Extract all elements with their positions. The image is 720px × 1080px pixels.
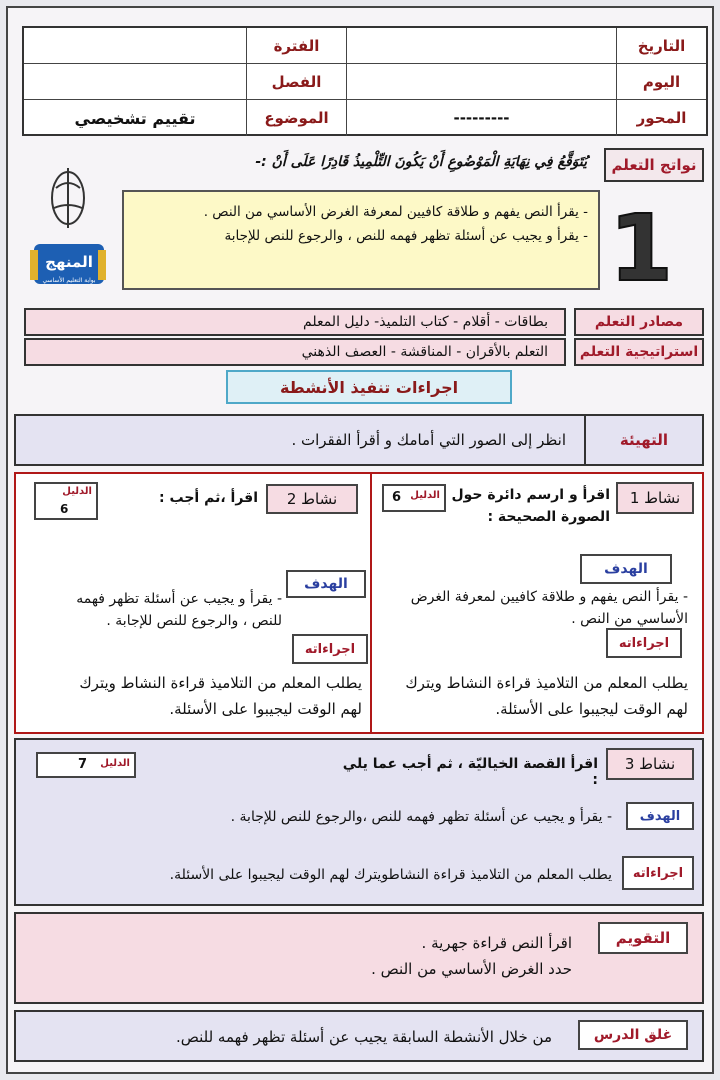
period-value[interactable] (24, 28, 246, 64)
activity3-proc-text: يطلب المعلم من التلاميذ قراءة النشاطويترك لهم الوقت ليجيبوا على الأسئلة. (169, 867, 612, 883)
activity1-proc-text: يطلب المعلم من التلاميذ قراءة النشاط ويترك لهم الوقت ليجيبوا على الأسئلة. (405, 674, 688, 718)
activity2-guide (34, 482, 98, 520)
activity1-proc-label: اجراءاته (606, 628, 682, 658)
outcome-item-2: - يقرأ و يجيب عن أسئلة تظهر فهمه للنص ، والرجوع للنص للإجابة (224, 228, 588, 244)
activity2-guide-label: الدليل (62, 486, 92, 497)
activity3 (14, 738, 704, 906)
lesson-number: 1 (609, 194, 674, 302)
closing-value: من خلال الأنشطة السابقة يجيب عن أسئلة تظهر فهمه للنص. (175, 1028, 552, 1046)
activity2-badge: نشاط 2 (266, 484, 358, 514)
activity3-guide-number: 7 (78, 757, 88, 772)
evaluation-row (14, 912, 704, 1004)
activity3-guide (36, 752, 136, 778)
outcomes-box (122, 190, 600, 290)
sources-value: بطاقات - أقلام - كتاب التلميذ- دليل المعلم (24, 308, 566, 336)
evaluation-label: التقويم (598, 922, 688, 954)
class-label: الفصل (246, 64, 346, 100)
closing-row (14, 1010, 704, 1062)
day-label: اليوم (616, 64, 706, 100)
topic-value: تقييم تشخيصي (74, 108, 196, 128)
activity3-goal-label: الهدف (626, 802, 694, 830)
outcome-item-1: - يقرأ النص يفهم و طلاقة كافيين لمعرفة الغرض الأساسي من النص . (203, 204, 588, 220)
period-label: الفترة (246, 28, 346, 64)
divider (370, 474, 372, 732)
axis-value: --------- (346, 100, 616, 136)
activity3-proc-label: اجراءاته (622, 856, 694, 890)
activity3-title: اقرأ القصة الخياليّة ، ثم أجب عما يلي : (342, 756, 598, 788)
activity3-badge: نشاط 3 (606, 748, 694, 780)
activity2-goal-text: - يقرأ و يجيب عن أسئلة تظهر فهمه للنص ، والرجوع للنص للإجابة . (76, 591, 282, 629)
axis-label: المحور (616, 100, 706, 136)
warmup-row (14, 414, 704, 466)
date-label: التاريخ (616, 28, 706, 64)
warmup-label: التهيئة (584, 416, 702, 464)
logo-text: المنهج (45, 253, 93, 271)
date-value[interactable] (346, 28, 616, 64)
topic-label: الموضوع (246, 100, 346, 136)
activity1-goal-label: الهدف (580, 554, 672, 584)
logo-subtext: بوابة التعليم الأساسي (42, 276, 96, 284)
day-value[interactable] (346, 64, 616, 100)
header-table (22, 26, 708, 136)
activity1-badge: نشاط 1 (616, 482, 694, 514)
activity1-goal-text: - يقرأ النص يفهم و طلاقة كافيين لمعرفة الغرض الأساسي من النص . (410, 589, 688, 627)
activity3-guide-label: الدليل (100, 758, 130, 769)
outcomes-label: نواتج التعلم (604, 148, 704, 182)
evaluation-item-1: اقرأ النص قراءة جهرية . (421, 934, 572, 952)
activity2-goal-label: الهدف (286, 570, 366, 598)
activities-1-2 (14, 472, 704, 734)
lesson-plan-page (6, 6, 714, 1074)
activity1-guide (382, 484, 446, 512)
strategy-label: استراتيجية التعلم (574, 338, 704, 366)
logo (28, 158, 108, 298)
closing-label: غلق الدرس (578, 1020, 688, 1050)
activity2-proc-label: اجراءاته (292, 634, 368, 664)
activity2-guide-number: 6 (60, 502, 69, 516)
sources-label: مصادر التعلم (574, 308, 704, 336)
outcomes-intro: يُتَوَقَّعُ فِي نِهَايَةِ الْمَوْضُوعِ أَنْ يَكُونَ التِّلْمِيذُ قَادِرًا عَلَى أَنْ :- (255, 154, 587, 170)
activity2-proc-text: يطلب المعلم من التلاميذ قراءة النشاط ويترك لهم الوقت ليجيبوا على الأسئلة. (79, 674, 362, 718)
evaluation-item-2: حدد الغرض الأساسي من النص . (371, 960, 572, 978)
activity3-goal-text: - يقرأ و يجيب عن أسئلة تظهر فهمه للنص ،والرجوع للنص للإجابة . (230, 809, 612, 825)
activity1-guide-number: 6 (392, 490, 402, 505)
activity1-title: اقرأ و ارسم دائرة حول الصورة الصحيحة : (451, 487, 610, 525)
activity2-title: اقرأ ،ثم أجب : (159, 490, 258, 506)
strategy-value: التعلم بالأقران - المناقشة - العصف الذهني (24, 338, 566, 366)
warmup-value: انظر إلى الصور التي أمامك و أقرأ الفقرات . (291, 431, 566, 449)
procedures-title: اجراءات تنفيذ الأنشطة (226, 370, 512, 404)
class-value[interactable] (24, 64, 246, 100)
activity1-guide-label: الدليل (410, 490, 440, 501)
